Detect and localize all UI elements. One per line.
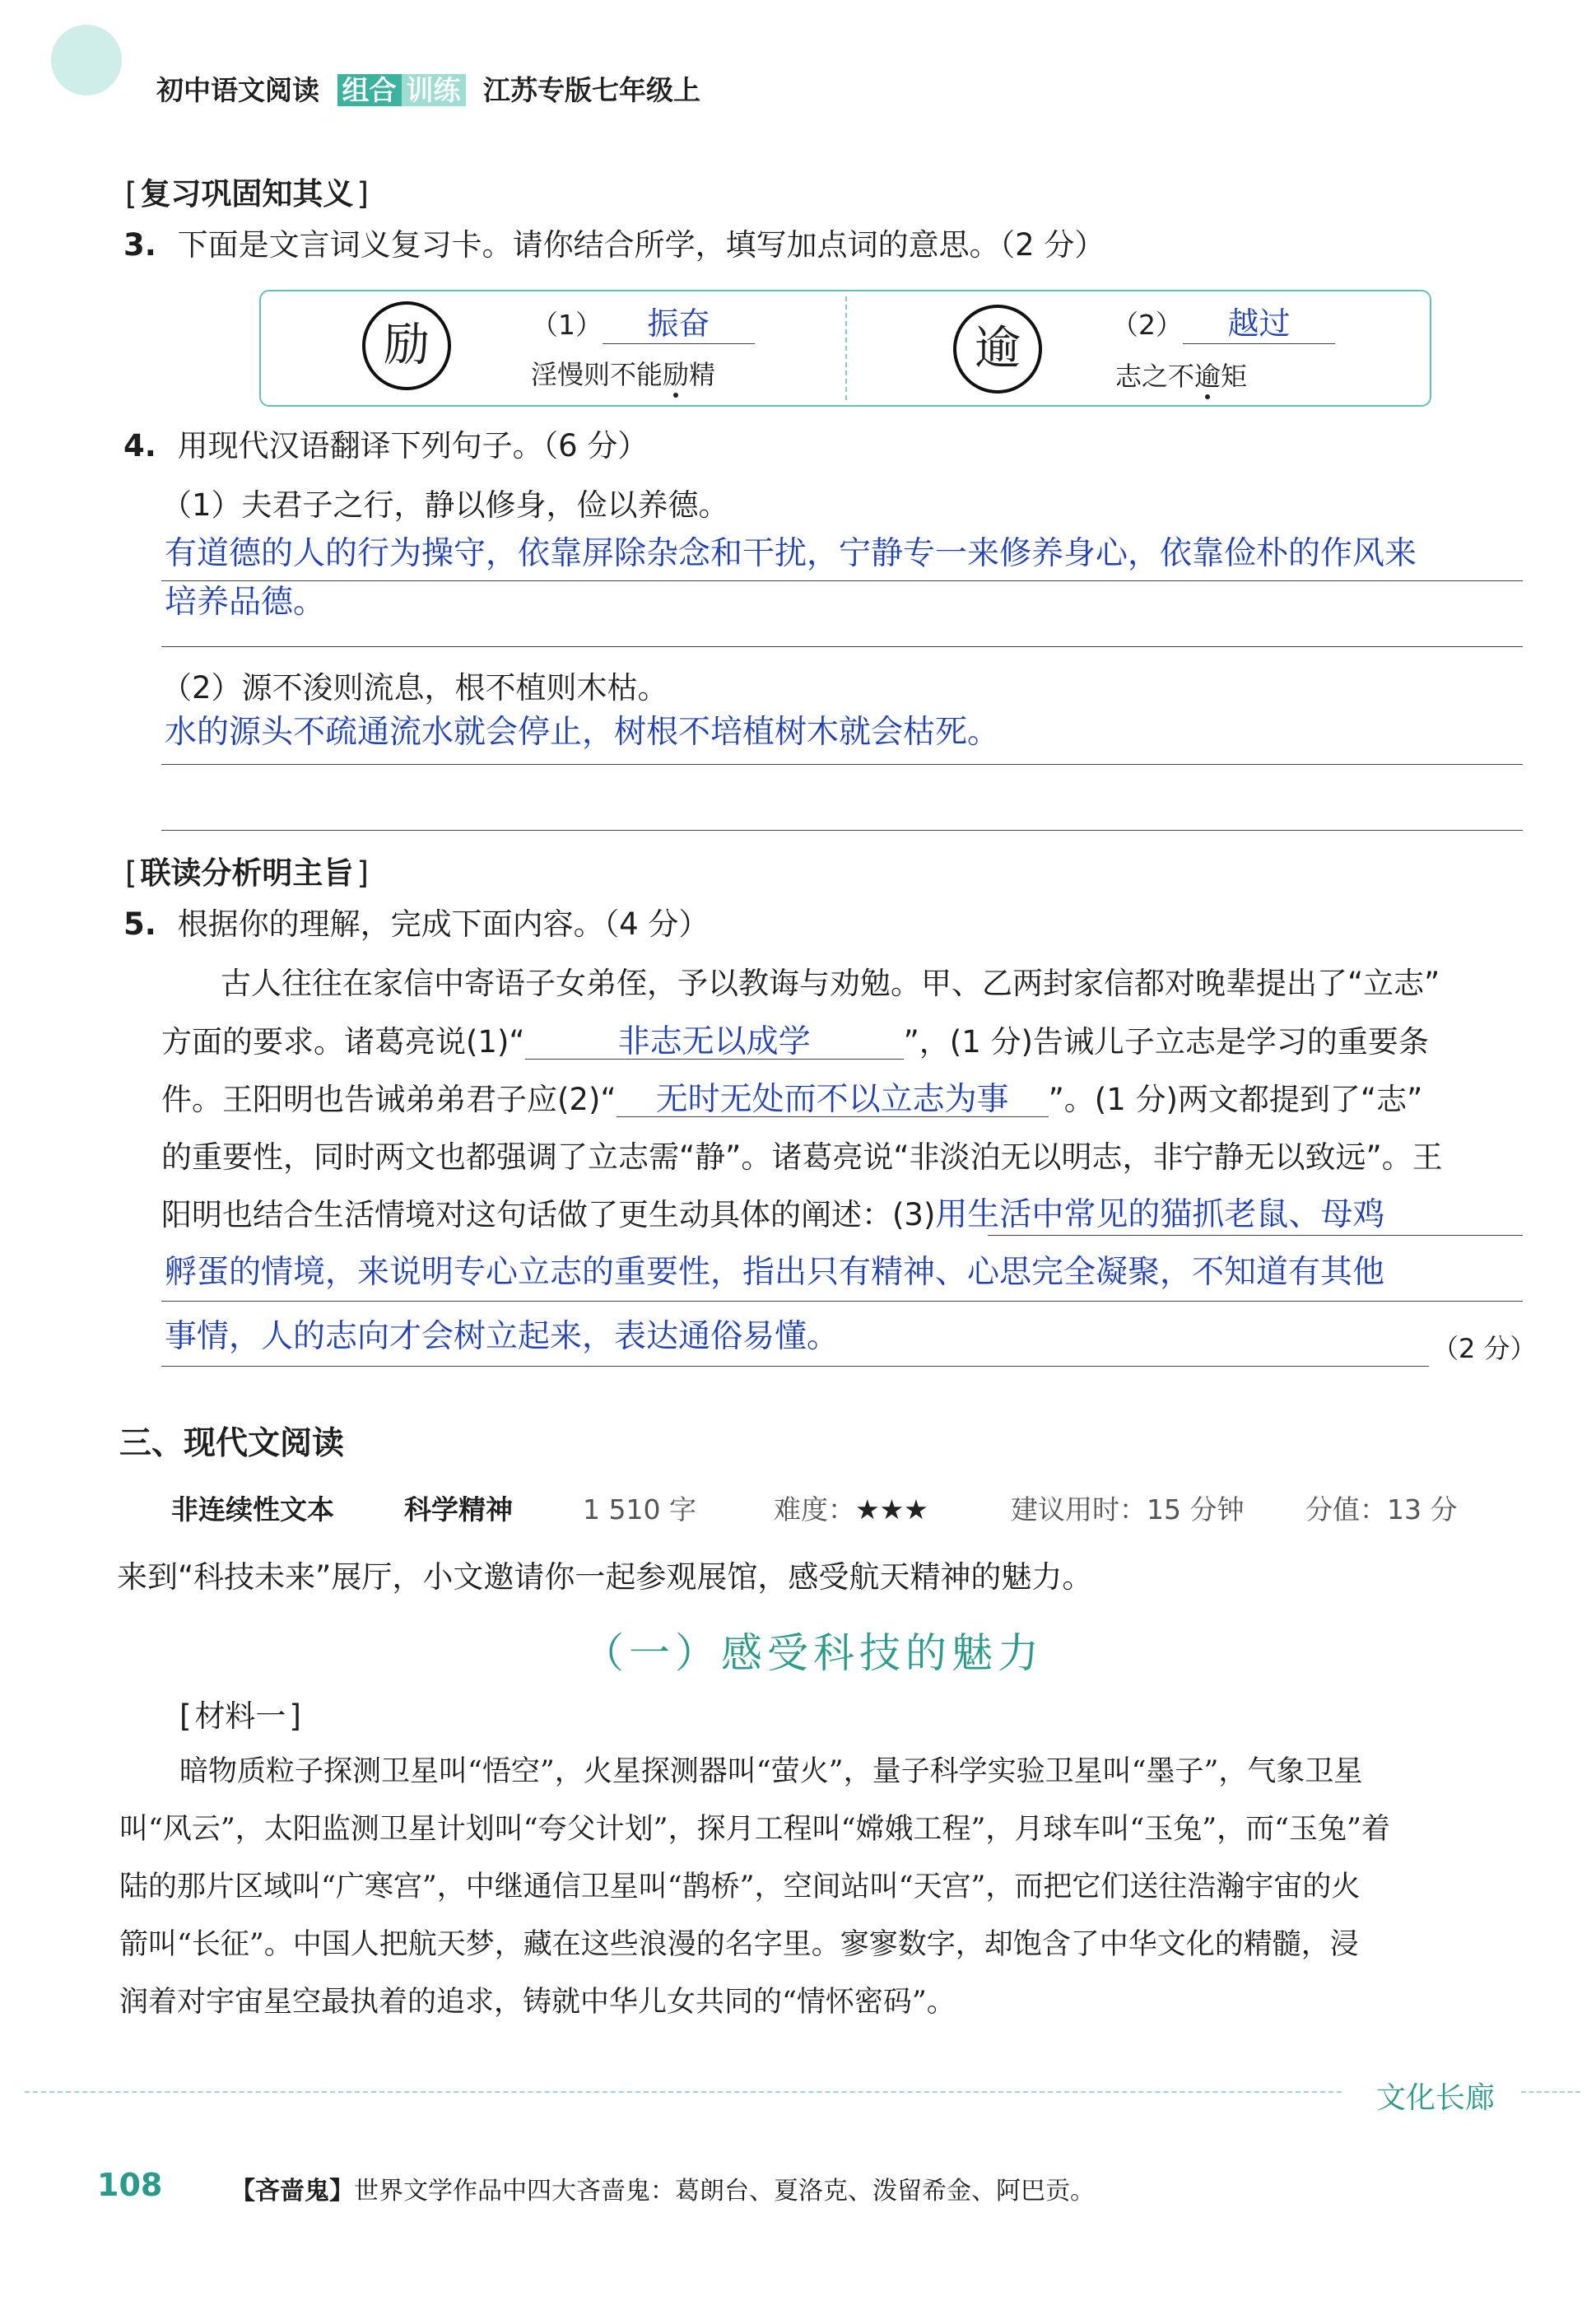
- q5-answer-2: 无时无处而不以立志为事: [617, 1083, 1049, 1117]
- q4-answer-line-4: [161, 830, 1523, 831]
- card1-sentence-pre: 淫慢则不能: [531, 359, 663, 390]
- info-type: 非连续性文本: [171, 1493, 334, 1526]
- q3-number: 3.: [123, 227, 156, 263]
- header-title-c: 训练: [402, 74, 466, 106]
- card2-sentence: [1115, 356, 1247, 394]
- part-title: （一）感受科技的魅力: [583, 1629, 1044, 1677]
- card1-sentence-dot: 励: [663, 359, 690, 390]
- q5-line-1: 古人往往在家信中寄语子女弟侄，予以教诲与劝勉。甲、乙两封家信都对晚辈提出了“立志”: [221, 966, 1440, 1001]
- modern-heading: 三、现代文阅读: [119, 1425, 345, 1462]
- material-line-1: 暗物质粒子探测卫星叫“悟空”，火星探测器叫“萤火”，量子科学实验卫星叫“墨子”，气象卫星: [179, 1755, 1363, 1788]
- q4-answer-2-line1: 水的源头不疏通流水就会停止，树根不培植树木就会枯死。: [165, 714, 1000, 751]
- q4-sentence-1: （1）夫君子之行，静以修身，俭以养德。: [161, 487, 729, 523]
- q3-text: 下面是文言词义复习卡。请你结合所学，填写加点词的意思。（2 分）: [177, 227, 1105, 263]
- footer-note-text: 世界文学作品中四大吝啬鬼：葛朗台、夏洛克、泼留希金、阿巴贡。: [354, 2177, 1095, 2206]
- q5-answer-line-2: [161, 1301, 1523, 1302]
- q4-answer-line-2: [161, 646, 1523, 647]
- header-title-d: 江苏专版七年级上: [483, 74, 700, 106]
- card1-character: 励: [362, 301, 451, 390]
- header-title-a: 初中语文阅读: [156, 74, 319, 106]
- q4-text: 用现代汉语翻译下列句子。（6 分）: [177, 428, 649, 464]
- info-time: 建议用时：15 分钟: [1011, 1493, 1245, 1526]
- q4-answer-line-1: [161, 580, 1523, 581]
- header-title: [156, 69, 700, 108]
- q5-line-2-pre: 方面的要求。诸葛亮说(1)“: [161, 1024, 525, 1060]
- q3-question: [123, 229, 1105, 262]
- header-title-b: 组合: [337, 74, 402, 106]
- q5-number: 5.: [123, 906, 156, 942]
- info-count: 1 510 字: [583, 1493, 696, 1526]
- footer-rule-left: [25, 2091, 1342, 2093]
- header-logo: [51, 25, 122, 96]
- card-divider: [845, 296, 847, 400]
- q5-score: （2 分）: [1432, 1333, 1537, 1364]
- q5-line-3-pre: 件。王阳明也告诫弟弟君子应(2)“: [161, 1082, 617, 1117]
- info-difficulty-label: 难度：: [774, 1493, 855, 1526]
- footer-corridor: 文化长廊: [1376, 2081, 1496, 2115]
- info-score: 分值：13 分: [1305, 1493, 1458, 1526]
- q5-answer-3-line1: 用生活中常见的猫抓老鼠、母鸡: [935, 1196, 1385, 1233]
- q5-answer-line-3: [161, 1366, 1429, 1367]
- q5-answer-3-line2: 孵蛋的情境，来说明专心立志的重要性，指出只有精神、心思完全凝聚，不知道有其他: [165, 1254, 1385, 1291]
- card2-sentence-dot: 逾: [1194, 361, 1221, 392]
- card1-sentence: [531, 354, 715, 392]
- difficulty-stars: ★★★: [855, 1493, 928, 1526]
- info-difficulty: [774, 1488, 928, 1527]
- q4-answer-1-line1: 有道德的人的行为操守，依靠屏除杂念和干扰，宁静专一来修养身心，依靠俭朴的作风来: [165, 535, 1417, 572]
- q5-question: [123, 908, 709, 941]
- q5-line-2-post: ”，(1 分)告诫儿子立志是学习的重要条: [903, 1024, 1429, 1060]
- q5-answer-3-line3: 事情，人的志向才会树立起来，表达通俗易懂。: [165, 1318, 840, 1355]
- link-heading: [ 联读分析明主旨 ]: [125, 848, 369, 892]
- page-number: 108: [97, 2167, 163, 2203]
- material-line-2: 叫“风云”，太阳监测卫星计划叫“夸父计划”，探月工程叫“嫦娥工程”，月球车叫“玉兔”，而“玉兔”着: [119, 1813, 1390, 1846]
- card1-answer: 振奋: [603, 298, 755, 344]
- q5-text: 根据你的理解，完成下面内容。（4 分）: [177, 906, 710, 942]
- card2-character: 逾: [953, 305, 1042, 394]
- footer-rule-right: [1521, 2091, 1580, 2093]
- card2-sentence-post: 矩: [1221, 361, 1248, 392]
- q5-line-5: [161, 1196, 1385, 1233]
- q4-number: 4.: [123, 428, 156, 464]
- review-heading: [ 复习巩固知其义 ]: [125, 169, 369, 213]
- material-line-5: 润着对宇宙星空最执着的追求，铸就中华儿女共同的“情怀密码”。: [119, 1986, 956, 2019]
- q4-sentence-2: （2）源不浚则流息，根不植则木枯。: [161, 670, 668, 706]
- material-line-4: 箭叫“长征”。中国人把航天梦，藏在这些浪漫的名字里。寥寥数字，却饱含了中华文化的精髓，浸: [119, 1928, 1359, 1961]
- card1-label: （1）: [531, 309, 603, 341]
- q5-line-3-post: ”。(1 分)两文都提到了“志”: [1048, 1082, 1423, 1117]
- modern-intro: 来到“科技未来”展厅，小文邀请你一起参观展馆，感受航天精神的魅力。: [117, 1559, 1093, 1595]
- material-heading: [ 材料一 ]: [179, 1691, 301, 1735]
- q5-line-5-pre: 阳明也结合生活情境对这句话做了更生动具体的阐述：(3): [161, 1197, 936, 1232]
- card2-sentence-pre: 志之不: [1115, 361, 1195, 392]
- footer-note-tag: 【吝啬鬼】: [230, 2177, 354, 2206]
- q5-line-4: 的重要性，同时两文也都强调了立志需“静”。诸葛亮说“非淡泊无以明志，非宁静无以致远”。王: [161, 1139, 1443, 1175]
- card2-answer: 越过: [1183, 298, 1335, 344]
- q5-answer-1: 非志无以成学: [525, 1026, 904, 1060]
- q5-line-3: [161, 1083, 1422, 1117]
- q4-answer-line-3: [161, 764, 1523, 765]
- footer-note: [230, 2170, 1095, 2206]
- info-theme: 科学精神: [404, 1493, 513, 1526]
- q5-line-2: [161, 1023, 1429, 1060]
- card2-label: （2）: [1111, 309, 1183, 341]
- q4-answer-1-line2: 培养品德。: [165, 584, 326, 621]
- card1-sentence-post: 精: [689, 359, 716, 390]
- card2-answer-row: [1111, 298, 1335, 344]
- card1-answer-row: [531, 298, 755, 344]
- material-line-3: 陆的那片区域叫“广寒宫”，中继通信卫星叫“鹊桥”，空间站叫“天宫”，而把它们送往浩瀚宇宙的火: [119, 1870, 1361, 1903]
- q5-answer-line-1: [988, 1235, 1523, 1236]
- q4-question: [123, 430, 648, 463]
